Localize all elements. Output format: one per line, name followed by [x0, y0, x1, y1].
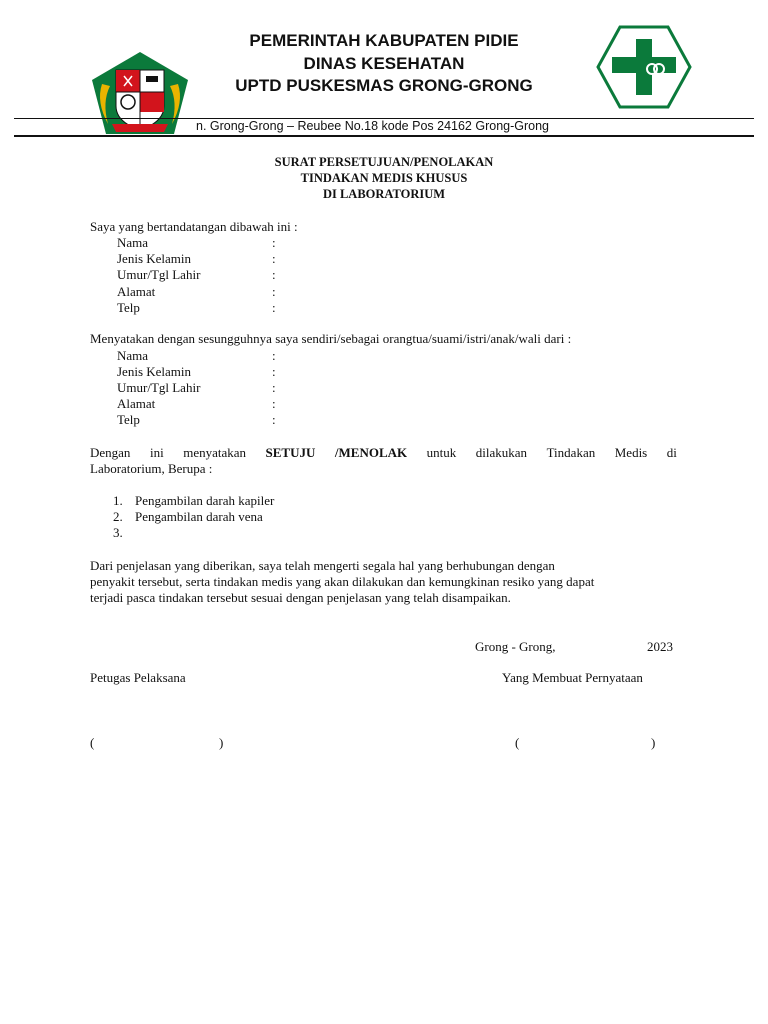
header-department: DINAS KESEHATAN — [303, 54, 465, 73]
header-address: n. Grong-Grong – Reubee No.18 kode Pos 24162 Grong-Grong — [196, 119, 549, 133]
signature-right-close-paren: ) — [651, 735, 656, 750]
field-colon: : — [272, 267, 276, 282]
section1-intro: Saya yang bertandatangan dibawah ini : — [90, 219, 298, 234]
header-rule-bottom — [14, 135, 754, 137]
field-label: Umur/Tgl Lahir — [117, 380, 201, 395]
statement-word: Medis — [614, 445, 648, 460]
field-colon: : — [272, 348, 276, 363]
statement-refuse: /MENOLAK — [334, 445, 408, 460]
section2-intro: Menyatakan dengan sesungguhnya saya sendiri/sebagai orangtua/suami/istri/anak/wali dari : — [90, 331, 572, 346]
field-label: Jenis Kelamin — [117, 251, 192, 266]
field-colon: : — [272, 251, 276, 266]
signature-right-open-paren: ( — [515, 735, 520, 750]
list-text: Pengambilan darah vena — [135, 509, 263, 524]
signature-left-role: Petugas Pelaksana — [90, 670, 186, 685]
statement-agree: SETUJU — [265, 445, 316, 460]
field-colon: : — [272, 380, 276, 395]
statement-line2: Laboratorium, Berupa : — [90, 461, 213, 476]
statement-word: menyatakan — [183, 445, 247, 460]
document-title-line2: TINDAKAN MEDIS KHUSUS — [300, 171, 468, 185]
document-title-line3: DI LABORATORIUM — [322, 187, 446, 201]
field-colon: : — [272, 412, 276, 427]
field-label: Nama — [117, 348, 149, 363]
signature-place: Grong - Grong, — [475, 639, 556, 654]
statement-line1 — [90, 445, 677, 461]
field-label: Umur/Tgl Lahir — [117, 267, 201, 282]
field-colon: : — [272, 364, 276, 379]
explanation-line1: Dari penjelasan yang diberikan, saya telah mengerti segala hal yang berhubungan dengan — [90, 558, 555, 573]
statement-word: ini — [149, 445, 164, 460]
field-colon: : — [272, 396, 276, 411]
statement-word: Dengan — [90, 445, 131, 460]
statement-word: untuk — [426, 445, 457, 460]
field-label: Jenis Kelamin — [117, 364, 192, 379]
statement-word: Tindakan — [546, 445, 596, 460]
statement-word: dilakukan — [475, 445, 528, 460]
signature-year: 2023 — [647, 639, 673, 654]
list-text: Pengambilan darah kapiler — [135, 493, 275, 508]
field-colon: : — [272, 284, 276, 299]
kabupaten-emblem-icon — [88, 50, 192, 136]
field-label: Nama — [117, 235, 149, 250]
explanation-line3: terjadi pasca tindakan tersebut sesuai dengan penjelasan yang telah disampaikan. — [90, 590, 511, 605]
field-label: Telp — [117, 300, 140, 315]
statement-word: di — [666, 445, 677, 460]
field-label: Alamat — [117, 396, 156, 411]
field-colon: : — [272, 235, 276, 250]
field-label: Alamat — [117, 284, 156, 299]
signature-left-close-paren: ) — [219, 735, 224, 750]
header-government: PEMERINTAH KABUPATEN PIDIE — [249, 31, 519, 50]
signature-left-open-paren: ( — [90, 735, 95, 750]
list-number: 2. — [113, 509, 123, 524]
list-number: 3. — [113, 525, 123, 540]
signature-right-role: Yang Membuat Pernyataan — [502, 670, 643, 685]
list-number: 1. — [113, 493, 123, 508]
document-title-line1: SURAT PERSETUJUAN/PENOLAKAN — [274, 155, 494, 169]
explanation-line2: penyakit tersebut, serta tindakan medis yang akan dilakukan dan kemungkinan resiko yang dapat — [90, 574, 595, 589]
field-colon: : — [272, 300, 276, 315]
field-label: Telp — [117, 412, 140, 427]
header-puskesmas: UPTD PUSKESMAS GRONG-GRONG — [235, 76, 533, 95]
puskesmas-cross-icon — [596, 25, 692, 109]
